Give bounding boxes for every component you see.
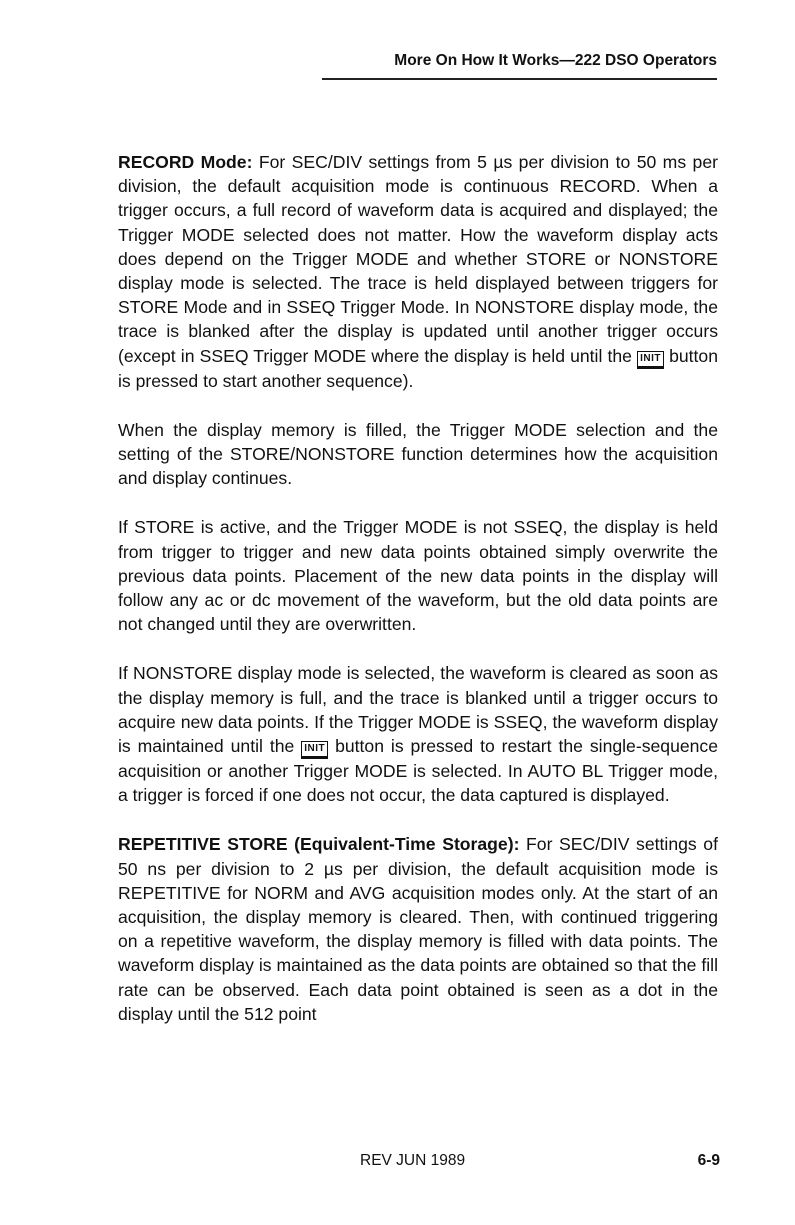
paragraph-repetitive-store (118, 832, 718, 1026)
init-key-icon: INIT (301, 741, 328, 759)
page-body (118, 150, 718, 1051)
record-mode-heading: RECORD Mode: (118, 152, 253, 172)
nonstore-text-2: button is pressed to restart the single-sequence acquisition or another Trigger MODE is selected. In AUTO BL Trigger mode, a trigger is forced if one does not occur, the data captured is displayed. (118, 736, 718, 806)
header-rule (322, 78, 717, 80)
footer-revision: REV JUN 1989 (360, 1152, 466, 1169)
record-mode-text-1: For SEC/DIV settings from 5 µs per division to 50 ms per division, the default acquisition mode is continuous RECORD. When a trigger occurs, a full record of waveform data is acquired and displayed; the Trigger MODE selected does not matter. How the waveform display acts does depend on the Trigger MODE and whether STORE or NONSTORE display mode is selected. The trace is held displayed between triggers for STORE Mode and in SSEQ Trigger Mode. In NONSTORE display mode, the trace is blanked after the display is updated until another trigger occurs (except in SSEQ Trigger MODE where the display is held until the (118, 152, 718, 366)
paragraph-record-mode (118, 150, 718, 393)
paragraph-store-active: If STORE is active, and the Trigger MODE is not SSEQ, the display is held from trigger to trigger and new data points obtained simply overwrite the previous data points. Placement of the new data points in the display will follow any ac or dc movement of the waveform, but the old data points are not changed until they are overwritten. (118, 517, 718, 635)
paragraph-memory-filled: When the display memory is filled, the Trigger MODE selection and the setting of the STORE/NONSTORE function determines how the acquisition and display continues. (118, 419, 718, 489)
page-number: 6-9 (697, 1152, 720, 1169)
repetitive-store-heading: REPETITIVE STORE (Equivalent-Time Storage): (118, 834, 520, 855)
init-key-icon: INIT (637, 351, 664, 369)
running-header: More On How It Works—222 DSO Operators (394, 52, 717, 69)
nonstore-text-1: If NONSTORE display mode is selected, the waveform is cleared as soon as the display memory is full, and the trace is blanked until a trigger occurs to acquire new data points. If the Trigger MODE is SSEQ, the waveform display is maintained until the (118, 663, 718, 757)
repetitive-store-text: For SEC/DIV settings of 50 ns per division to 2 µs per division, the default acquisition mode is REPETITIVE for NORM and AVG acquisition modes only. At the start of an acquisition, the display memory is cleared. Then, with continued triggering on a repetitive waveform, the display memory is filled with data points. The waveform display is maintained as the data points are obtained so that the fill rate can be observed. Each data point obtained is seen as a dot in the display until the 512 point (118, 834, 718, 1024)
paragraph-nonstore (118, 661, 718, 807)
record-mode-text-2: button is pressed to start another sequence). (118, 345, 718, 391)
